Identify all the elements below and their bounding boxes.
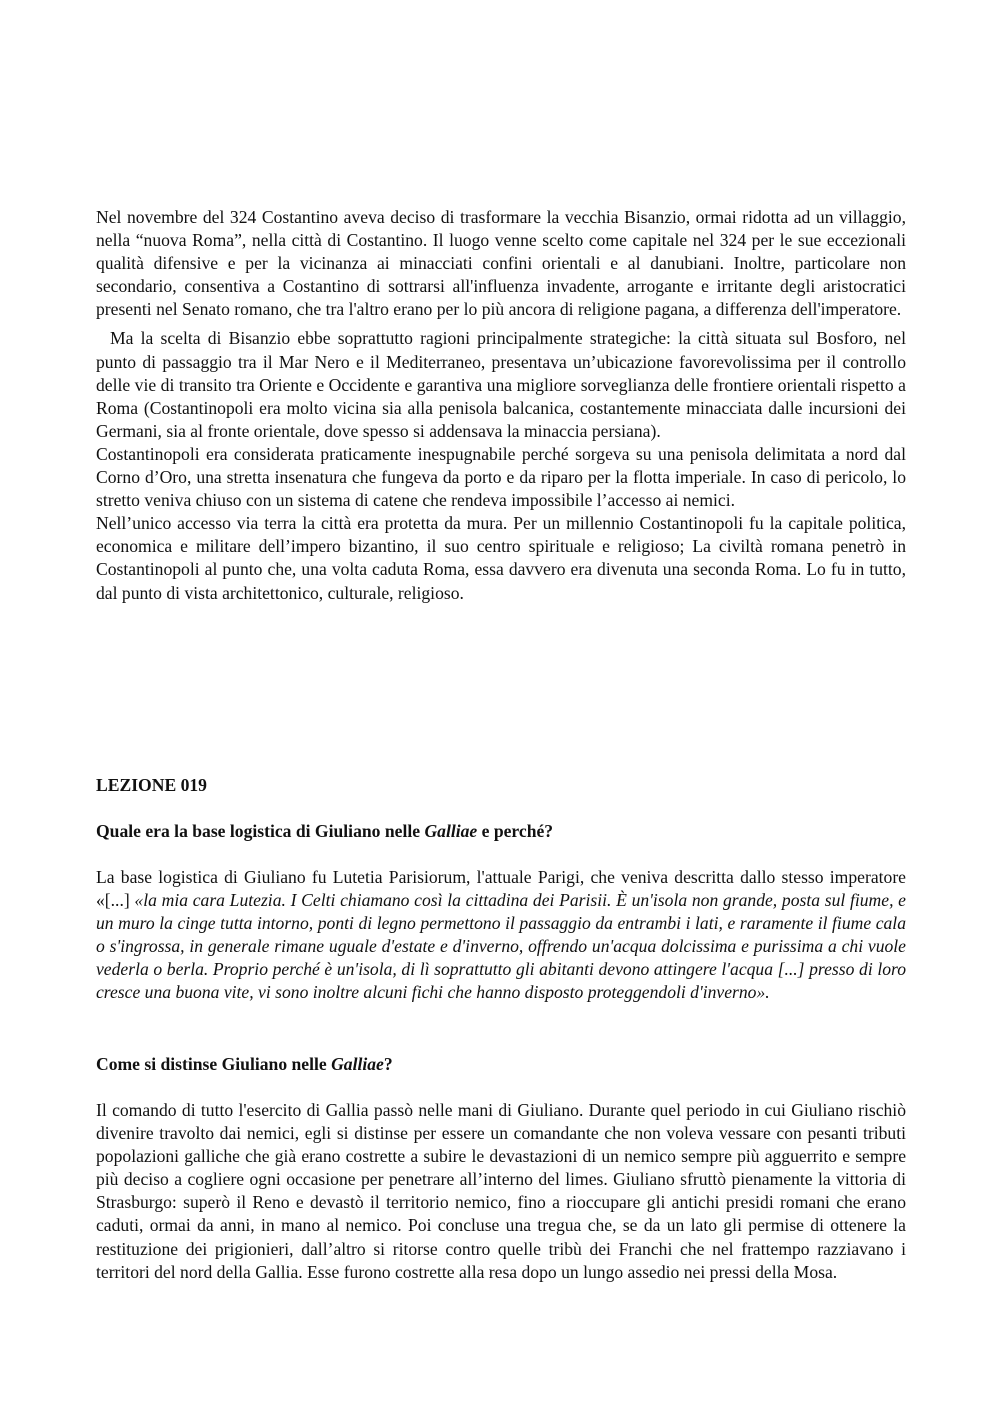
question-1-text-end: e perché? [477, 821, 554, 841]
intro-paragraph-4: Nell’unico accesso via terra la città era protetta da mura. Per un millennio Costantinopoli fu la capitale politica, economica e militare dell’impero bizantino, il suo centro spirituale e religioso; La civiltà romana penetrò in Costantinopoli al punto che, una volta caduta Roma, essa davvero era divenuta una seconda Roma. Lo fu in tutto, dal punto di vista architettonico, culturale, religioso. [96, 513, 906, 603]
intro-section [96, 206, 906, 605]
answer-1-text: La base logistica di Giuliano fu Lutetia Parisiorum, l'attuale Parigi, che veniva descritta dallo stesso imperatore «[...] [96, 867, 906, 911]
answer-2 [96, 1099, 906, 1284]
question-2-italic-term: Galliae [331, 1054, 384, 1074]
intro-paragraph-2: Ma la scelta di Bisanzio ebbe soprattutto ragioni principalmente strategiche: la città situata sul Bosforo, nel punto di passaggio tra il Mar Nero e il Mediterraneo, presentava un’ubicazione favorevolissima per il controllo delle vie di transito tra Oriente e Occidente e garantiva una migliore sorveglianza delle frontiere orientali rispetto a Roma (Costantinopoli era molto vicina sia alla penisola balcanica, costantemente minacciata dalle incursioni dei Germani, sia al fronte orientale, dove spesso si addensava la minaccia persiana). [96, 328, 906, 441]
question-1-text-start: Quale era la base logistica di Giuliano nelle [96, 821, 425, 841]
intro-paragraph-3: Costantinopoli era considerata praticamente inespugnabile perché sorgeva su una penisola delimitata a nord dal Corno d’Oro, una stretta insenatura che fungeva da porto e da riparo per la flotta imperiale. In caso di pericolo, lo stretto veniva chiuso con un sistema di catene che rendeva impossibile l’accesso ai nemici. [96, 443, 906, 511]
answer-1 [96, 866, 906, 1005]
question-1-italic-term: Galliae [424, 821, 478, 841]
question-2-text-start: Come si distinse Giuliano nelle [96, 1054, 332, 1074]
intro-paragraph-1: Nel novembre del 324 Costantino aveva deciso di trasformare la vecchia Bisanzio, ormai ridotta ad un villaggio, nella “nuova Roma”, nella città di Costantino. Il luogo venne scelto come capitale nel 324 per le sue eccezionali qualità difensive e per la vicinanza ai minacciati confini orientali e al danubiani. Inoltre, particolare non secondario, consentiva a Costantino di sottrarsi all'influenza invadente, arrogante e irritante degli aristocratici presenti nel Senato romano, che tra l'altro erano per lo più ancora di religione pagana, a differenza dell'imperatore. [96, 207, 906, 320]
question-1-heading [96, 820, 906, 843]
question-2-text-end: ? [383, 1054, 393, 1074]
question-2-heading [96, 1053, 906, 1076]
answer-2-text: Il comando di tutto l'esercito di Gallia passò nelle mani di Giuliano. Durante quel periodo in cui Giuliano rischiò divenire travolto dai nemici, egli si distinse per essere un comandante che non voleva vessare con pesanti tributi popolazioni galliche che già erano costrette a subire le devastazioni di un nemico sempre più agguerrito e sempre più deciso a cogliere ogni occasione per penetrare all’interno del limes. Giuliano sfruttò pienamente la vittoria di Strasburgo: superò il Reno e devastò il territorio nemico, fino a rioccupare gli antichi presidi romani che erano caduti, ormai da anni, in mano al nemico. Poi concluse una tregua che, se da un lato gli permise di ottenere la restituzione dei prigionieri, dall’altro si ritorse contro quelle tribù dei Franchi che nel frattempo razziavano i territori del nord della Gallia. Esse furono costrette alla resa dopo un lungo assedio nei pressi della Mosa. [96, 1100, 906, 1282]
answer-1-quotation: «la mia cara Lutezia. I Celti chiamano così la cittadina dei Parisii. È un'isola non grande, posta sul fiume, e un muro la cinge tutta intorno, ponti di legno permettono il passaggio da entrambi i lati, e raramente il fiume cala o s'ingrossa, in generale rimane uguale d'estate e d'inverno, offrendo un'acqua dolcissima e purissima a chi vuole vederla o berla. Proprio perché è un'isola, di lì soprattutto gli abitanti devono attingere l'acqua [...] presso di loro cresce una buona vite, vi sono inoltre alcuni fichi che hanno disposto proteggendoli d'inverno». [96, 890, 906, 1003]
lesson-title: LEZIONE 019 [96, 775, 207, 795]
